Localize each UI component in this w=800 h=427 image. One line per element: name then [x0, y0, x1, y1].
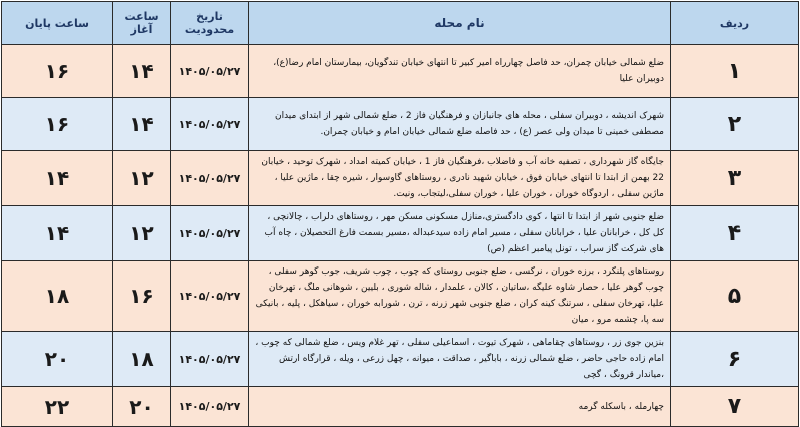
row-number: ۵ — [671, 261, 799, 332]
start-time: ۱۲ — [113, 151, 171, 206]
area-name: شهرک اندیشه ، دوبیران سفلی ، محله های جانبازان و فرهنگیان فاز 2 ، ضلع شمالی شهر از ابتدای میدان مصطفی خمینی تا میدان ولی عصر (ع) ، حد فاصله ضلع شمالی خیابان امام و خیابان چمران. — [249, 98, 671, 151]
table-row — [2, 332, 799, 387]
start-time: ۲۰ — [113, 387, 171, 427]
restriction-date: ۱۴۰۵/۰۵/۲۷ — [171, 151, 249, 206]
start-time: ۱۴ — [113, 98, 171, 151]
row-number: ۳ — [671, 151, 799, 206]
row-number: ۶ — [671, 332, 799, 387]
area-name: ضلع جنوبی شهر از ابتدا تا انتها ، کوی دادگستری،منازل مسکونی مسکن مهر ، روستاهای دلراب ، چالانچی ، کل کل ، خرابانان علیا ، خرابانان سفلی ، مسیر امام زاده سیدعبداله ،مسیر بسمت فارغ التحصیلان ، چاه آب های شرکت گاز سراب ، تونل پیامبر اعظم (ص) — [249, 206, 671, 261]
area-name: چهارمله ، باسکله گرمه — [249, 387, 671, 427]
table-header-row — [2, 2, 799, 45]
end-time: ۱۸ — [2, 261, 113, 332]
end-time: ۱۶ — [2, 45, 113, 98]
start-time: ۱۸ — [113, 332, 171, 387]
area-name: بنزین جوی زر ، روستاهای چقاماهی ، شهرک تیوت ، اسماعیلی سفلی ، تهر غلام ویس ، ضلع شمالی که چوب ، امام زاده حاجی حاضر ، ضلع شمالی زرنه ، باباگیر ، صداقت ، میوانه ، چهل زرعی ، ویله ، قرارگاه ارتش ،میاندار قرونگ ، گچی — [249, 332, 671, 387]
restriction-date: ۱۴۰۵/۰۵/۲۷ — [171, 332, 249, 387]
area-name: ضلع شمالی خیابان چمران، حد فاصل چهارراه امیر کبیر تا انتهای خیابان تندگویان، بیمارستان امام رضا(ع)، دوبیران علیا — [249, 45, 671, 98]
table-row — [2, 206, 799, 261]
end-time: ۱۶ — [2, 98, 113, 151]
table-row — [2, 261, 799, 332]
header-start-time: ساعت آغاز — [113, 2, 171, 45]
outage-schedule — [1, 1, 798, 417]
start-time: ۱۲ — [113, 206, 171, 261]
restriction-date: ۱۴۰۵/۰۵/۲۷ — [171, 261, 249, 332]
row-number: ۴ — [671, 206, 799, 261]
area-name: روستاهای پلنگرد ، برزه خوران ، نرگسی ، ضلع جنوبی روستای که چوب ، چوب شریف، جوب گوهر سفلی ، چوب گوهر علیا ، حصار شاوه علیگه ،ساتیان ، کالان ، علمدار ، شاله شوری ، بلیین ، شوهانی ملگ ، تهرخان علیا، تهرخان سفلی ، سرتنگ کینه کران ، ضلع جنوبی شهر زرنه ، ترن ، شورابه خوران ، سیاهکل ، پلیه ، بانیکی سه پا، چشمه مرو ، میان — [249, 261, 671, 332]
end-time: ۱۴ — [2, 151, 113, 206]
table-row — [2, 45, 799, 98]
row-number: ۷ — [671, 387, 799, 427]
restriction-date: ۱۴۰۵/۰۵/۲۷ — [171, 387, 249, 427]
start-time: ۱۶ — [113, 261, 171, 332]
end-time: ۲۲ — [2, 387, 113, 427]
restriction-date: ۱۴۰۵/۰۵/۲۷ — [171, 98, 249, 151]
table-row — [2, 151, 799, 206]
header-row-number: ردیف — [671, 2, 799, 45]
outage-table — [1, 1, 799, 427]
header-area-name: نام محله — [249, 2, 671, 45]
start-time: ۱۴ — [113, 45, 171, 98]
table-row — [2, 387, 799, 427]
header-date: تاریخ محدودیت — [171, 2, 249, 45]
end-time: ۲۰ — [2, 332, 113, 387]
restriction-date: ۱۴۰۵/۰۵/۲۷ — [171, 45, 249, 98]
row-number: ۲ — [671, 98, 799, 151]
table-row — [2, 98, 799, 151]
end-time: ۱۴ — [2, 206, 113, 261]
restriction-date: ۱۴۰۵/۰۵/۲۷ — [171, 206, 249, 261]
header-end-time: ساعت پایان — [2, 2, 113, 45]
row-number: ۱ — [671, 45, 799, 98]
area-name: جایگاه گاز شهرداری ، تصفیه خانه آب و فاضلاب ،فرهنگیان فاز 1 ، خیابان کمیته امداد ، شهرک توحید ، خیابان 22 بهمن از ابتدا تا انتهای خیابان فوق ، خیابان شهید نادری ، روستاهای گاوسوار ، شیره چقا ، ماژین علیا ، ماژین سفلی ، اردوگاه خوران ، خوران علیا ، خوران سفلی،لیتجاب، ونیت. — [249, 151, 671, 206]
